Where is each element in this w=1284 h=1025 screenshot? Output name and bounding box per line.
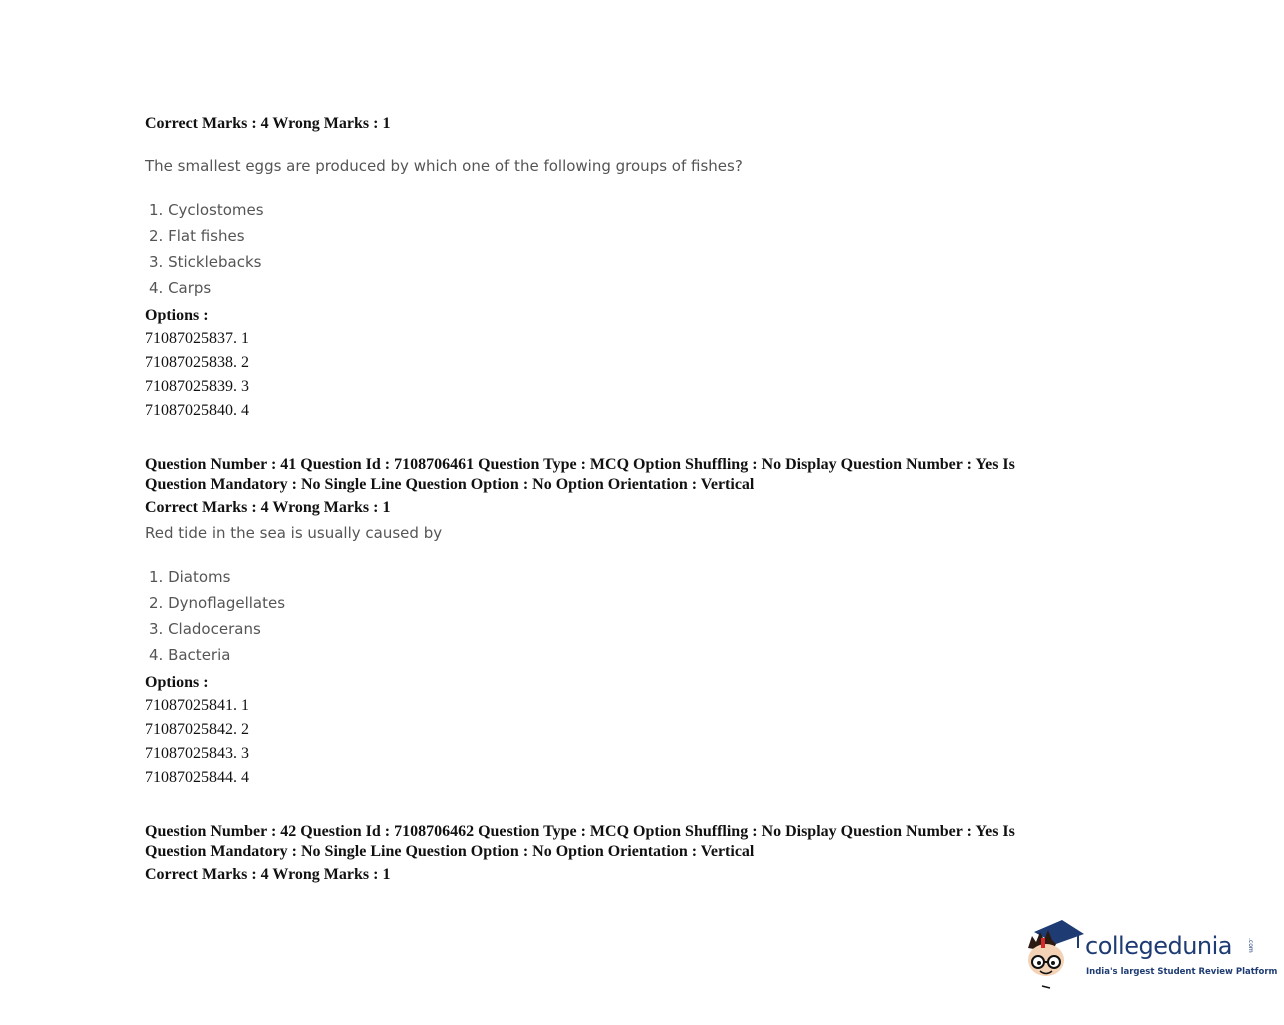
question-header: Question Number : 42 Question Id : 7108706462 Question Type : MCQ Option Shuffling : No Display Question Number : Yes Is xyxy=(145,823,1015,840)
choice-item: 3. Cladocerans xyxy=(149,620,261,638)
question-header: Question Mandatory : No Single Line Question Option : No Option Orientation : Vertical xyxy=(145,843,755,860)
logo-tagline: India's largest Student Review Platform xyxy=(1086,967,1278,977)
option-item: 71087025839. 3 xyxy=(145,378,249,395)
choice-item: 1. Cyclostomes xyxy=(149,201,264,219)
question-text: The smallest eggs are produced by which one of the following groups of fishes? xyxy=(145,157,743,175)
choice-item: 2. Dynoflagellates xyxy=(149,594,286,612)
option-item: 71087025840. 4 xyxy=(145,402,249,419)
question-header: Question Mandatory : No Single Line Question Option : No Option Orientation : Vertical xyxy=(145,476,755,493)
collegedunia-logo xyxy=(1022,918,1278,990)
option-item: 71087025838. 2 xyxy=(145,354,249,371)
option-item: 71087025843. 3 xyxy=(145,745,249,762)
option-item: 71087025842. 2 xyxy=(145,721,249,738)
logo-dotcom: .com xyxy=(1247,938,1254,953)
marks-line: Correct Marks : 4 Wrong Marks : 1 xyxy=(145,115,391,132)
question-header: Question Number : 41 Question Id : 7108706461 Question Type : MCQ Option Shuffling : No Display Question Number : Yes Is xyxy=(145,456,1015,473)
options-label: Options : xyxy=(145,674,209,691)
choice-item: 4. Bacteria xyxy=(149,646,231,664)
logo-wordmark: collegedunia xyxy=(1085,932,1233,960)
choice-item: 2. Flat fishes xyxy=(149,227,245,245)
option-item: 71087025837. 1 xyxy=(145,330,249,347)
question-text: Red tide in the sea is usually caused by xyxy=(145,524,443,542)
choice-item: 1. Diatoms xyxy=(149,568,231,586)
marks-line: Correct Marks : 4 Wrong Marks : 1 xyxy=(145,866,391,883)
choice-item: 3. Sticklebacks xyxy=(149,253,262,271)
mascot-icon xyxy=(1022,918,1086,990)
option-item: 71087025844. 4 xyxy=(145,769,249,786)
option-item: 71087025841. 1 xyxy=(145,697,249,714)
options-label: Options : xyxy=(145,307,209,324)
choice-item: 4. Carps xyxy=(149,279,212,297)
marks-line: Correct Marks : 4 Wrong Marks : 1 xyxy=(145,499,391,516)
